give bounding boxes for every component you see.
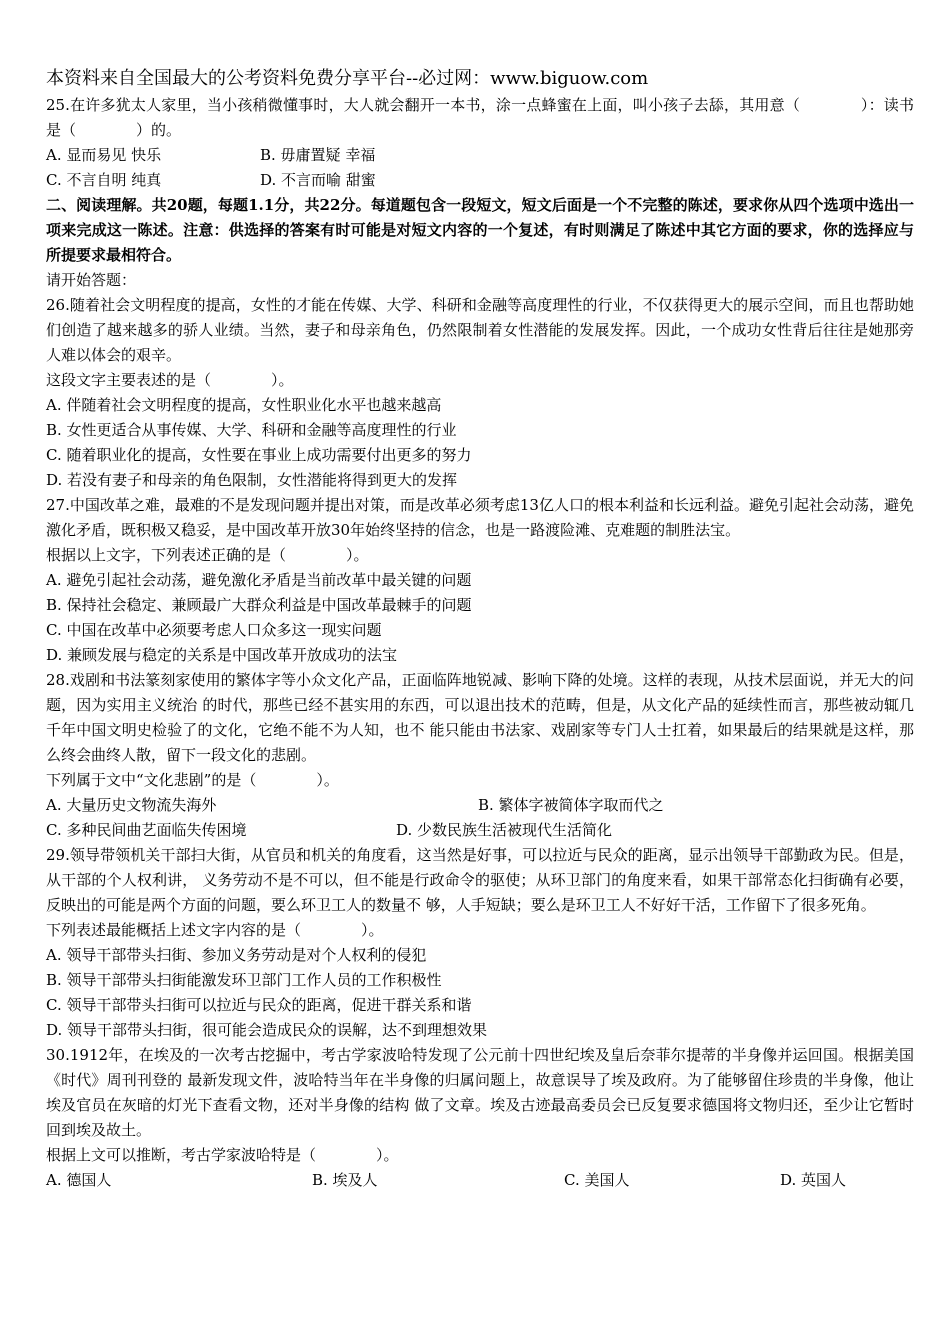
question-25-option-b: B. 毋庸置疑 幸福 xyxy=(260,146,376,164)
question-25-options-row-2 xyxy=(46,168,914,193)
question-25 xyxy=(46,93,914,193)
section-2-start: 请开始答题： xyxy=(46,271,137,289)
question-26-question: 这段文字主要表述的是（ ）。 xyxy=(46,371,294,389)
source-header: 本资料来自全国最大的公考资料免费分享平台--必过网：www.biguow.com xyxy=(46,68,649,89)
question-30 xyxy=(46,1043,914,1193)
question-29-option-b: B. 领导干部带头扫街能激发环卫部门工作人员的工作积极性 xyxy=(46,971,442,989)
question-27-question: 根据以上文字，下列表述正确的是（ ）。 xyxy=(46,546,369,564)
question-28-passage: 28.戏剧和书法篆刻家使用的繁体字等小众文化产品，正面临阵地锐减、影响下降的处境。这样的表现，从技术层面说，并无大的问题，因为实用主义统治 的时代，那些已经不甚实用的东西，可以退出技术的范畴，但是，从文化产品的延续性而言，那些被动辄几千年中国文明史检验了的文化，它绝不能不为人知，也不 能只能由书法家、戏剧家等专门人士扛着，如果最后的结果就是这样，那么终会曲终人散，留下一段文化的悲剧。 xyxy=(46,671,914,764)
question-30-option-a: A. 德国人 xyxy=(46,1171,112,1189)
question-28-options-row-1 xyxy=(46,793,914,818)
question-26-option-c: C. 随着职业化的提高，女性要在事业上成功需要付出更多的努力 xyxy=(46,446,472,464)
question-27 xyxy=(46,493,914,668)
question-30-option-b: B. 埃及人 xyxy=(312,1171,378,1189)
question-30-question: 根据上文可以推断，考古学家波哈特是（ ）。 xyxy=(46,1146,399,1164)
question-30-option-d: D. 英国人 xyxy=(780,1171,847,1189)
question-28-options-row-2 xyxy=(46,818,914,843)
question-25-stem: 25.在许多犹太人家里，当小孩稍微懂事时，大人就会翻开一本书，涂一点蜂蜜在上面，叫小孩子去舔，其用意（ ）：读书是（ ）的。 xyxy=(46,96,914,139)
question-27-passage: 27.中国改革之难，最难的不是发现问题并提出对策，而是改革必须考虑13亿人口的根本利益和长远利益。避免引起社会动荡，避免激化矛盾，既积极又稳妥，是中国改革开放30年始终坚持的信念，也是一路渡险滩、克难题的制胜法宝。 xyxy=(46,496,914,539)
question-25-option-c: C. 不言自明 纯真 xyxy=(46,171,162,189)
question-28 xyxy=(46,668,914,843)
question-30-passage: 30.1912年，在埃及的一次考古挖掘中，考古学家波哈特发现了公元前十四世纪埃及皇后奈菲尔提蒂的半身像并运回国。根据美国《时代》周刊刊登的 最新发现文件，波哈特当年在半身像的归属问题上，故意误导了埃及政府。为了能够留住珍贵的半身像，他让埃及官员在灰暗的灯光下查看文物，还对半身像的结构 做了文章。埃及古迹最高委员会已反复要求德国将文物归还，至少让它暂时回到埃及故土。 xyxy=(46,1046,914,1139)
question-30-options-row xyxy=(46,1168,914,1193)
question-29 xyxy=(46,843,914,1043)
question-30-option-c: C. 美国人 xyxy=(564,1171,630,1189)
question-26-passage: 26.随着社会文明程度的提高，女性的才能在传媒、大学、科研和金融等高度理性的行业，不仅获得更大的展示空间，而且也帮助她们创造了越来越多的骄人业绩。当然，妻子和母亲角色，仍然限制着女性潜能的发展发挥。因此，一个成功女性背后往往是她那旁人难以体会的艰辛。 xyxy=(46,296,914,364)
question-28-option-b: B. 繁体字被简体字取而代之 xyxy=(478,796,664,814)
question-25-option-a: A. 显而易见 快乐 xyxy=(46,146,162,164)
question-28-option-c: C. 多种民间曲艺面临失传困境 xyxy=(46,821,247,839)
question-27-option-a: A. 避免引起社会动荡，避免激化矛盾是当前改革中最关键的问题 xyxy=(46,571,472,589)
question-26-option-a: A. 伴随着社会文明程度的提高，女性职业化水平也越来越高 xyxy=(46,396,442,414)
section-2-heading: 二、阅读理解。共20题，每题1.1分，共22分。每道题包含一段短文，短文后面是一个不完整的陈述，要求你从四个选项中选出一项来完成这一陈述。注意：供选择的答案有时可能是对短文内容的一个复述，有时则满足了陈述中其它方面的要求，你的选择应与所提要求最相符合。 xyxy=(46,196,914,264)
question-29-option-c: C. 领导干部带头扫街可以拉近与民众的距离，促进干群关系和谐 xyxy=(46,996,472,1014)
question-27-option-d: D. 兼顾发展与稳定的关系是中国改革开放成功的法宝 xyxy=(46,646,398,664)
question-28-option-d: D. 少数民族生活被现代生活简化 xyxy=(396,821,613,839)
document-page xyxy=(46,66,914,1193)
question-28-question: 下列属于文中“文化悲剧”的是（ ）。 xyxy=(46,771,339,789)
question-26-option-d: D. 若没有妻子和母亲的角色限制，女性潜能将得到更大的发挥 xyxy=(46,471,458,489)
question-29-passage: 29.领导带领机关干部扫大街，从官员和机关的角度看，这当然是好事，可以拉近与民众的距离，显示出领导干部勤政为民。但是，从干部的个人权利讲， 义务劳动不是不可以，但不能是行政命令的驱使；从环卫部门的角度来看，如果干部常态化扫街确有必要，反映出的可能是两个方面的问题，要么环卫工人的数量不 够，人手短缺；要么是环卫工人不好好干活，工作留下了很多死角。 xyxy=(46,846,914,914)
question-28-option-a: A. 大量历史文物流失海外 xyxy=(46,796,217,814)
question-26-option-b: B. 女性更适合从事传媒、大学、科研和金融等高度理性的行业 xyxy=(46,421,457,439)
question-27-option-b: B. 保持社会稳定、兼顾最广大群众利益是中国改革最棘手的问题 xyxy=(46,596,472,614)
question-25-option-d: D. 不言而喻 甜蜜 xyxy=(260,171,376,189)
question-29-question: 下列表述最能概括上述文字内容的是（ ）。 xyxy=(46,921,384,939)
question-29-option-a: A. 领导干部带头扫街、参加义务劳动是对个人权利的侵犯 xyxy=(46,946,427,964)
question-27-option-c: C. 中国在改革中必须要考虑人口众多这一现实问题 xyxy=(46,621,382,639)
question-26 xyxy=(46,293,914,493)
question-25-options-row-1 xyxy=(46,143,914,168)
question-29-option-d: D. 领导干部带头扫街，很可能会造成民众的误解，达不到理想效果 xyxy=(46,1021,488,1039)
